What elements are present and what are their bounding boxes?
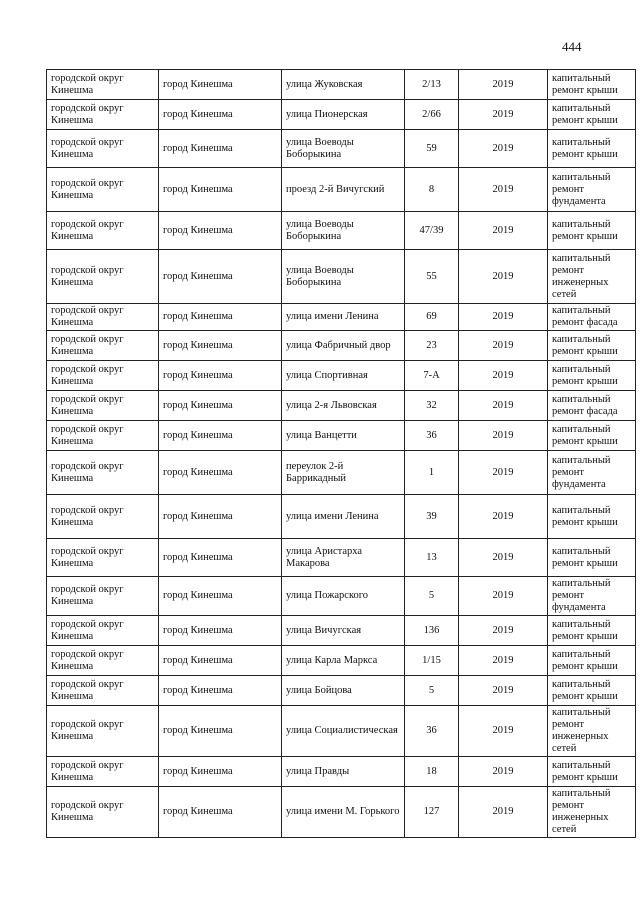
year-cell: 2019 bbox=[459, 421, 548, 451]
year-cell: 2019 bbox=[459, 495, 548, 539]
house-number-cell: 39 bbox=[405, 495, 459, 539]
street-cell: проезд 2-й Вичугский bbox=[282, 168, 405, 212]
house-number-cell: 36 bbox=[405, 706, 459, 757]
house-number-cell: 55 bbox=[405, 250, 459, 304]
work-type-cell: капитальный ремонт крыши bbox=[548, 212, 636, 250]
house-number-cell: 18 bbox=[405, 757, 459, 787]
work-type-cell: капитальный ремонт крыши bbox=[548, 361, 636, 391]
year-cell: 2019 bbox=[459, 577, 548, 616]
year-cell: 2019 bbox=[459, 100, 548, 130]
city-cell: город Кинешма bbox=[159, 451, 282, 495]
table-row bbox=[47, 212, 636, 250]
city-cell: город Кинешма bbox=[159, 495, 282, 539]
table-row bbox=[47, 331, 636, 361]
district-cell: городской округ Кинешма bbox=[47, 331, 159, 361]
work-type-cell: капитальный ремонт фундамента bbox=[548, 451, 636, 495]
table-row bbox=[47, 250, 636, 304]
city-cell: город Кинешма bbox=[159, 577, 282, 616]
work-type-cell: капитальный ремонт инженерных сетей bbox=[548, 787, 636, 838]
district-cell: городской округ Кинешма bbox=[47, 676, 159, 706]
year-cell: 2019 bbox=[459, 304, 548, 331]
street-cell: переулок 2-й Баррикадный bbox=[282, 451, 405, 495]
year-cell: 2019 bbox=[459, 331, 548, 361]
district-cell: городской округ Кинешма bbox=[47, 646, 159, 676]
table-row bbox=[47, 787, 636, 838]
year-cell: 2019 bbox=[459, 757, 548, 787]
work-type-cell: капитальный ремонт крыши bbox=[548, 100, 636, 130]
table-row bbox=[47, 676, 636, 706]
table-row bbox=[47, 304, 636, 331]
street-cell: улица Карла Маркса bbox=[282, 646, 405, 676]
work-type-cell: капитальный ремонт фасада bbox=[548, 304, 636, 331]
city-cell: город Кинешма bbox=[159, 250, 282, 304]
district-cell: городской округ Кинешма bbox=[47, 391, 159, 421]
city-cell: город Кинешма bbox=[159, 539, 282, 577]
year-cell: 2019 bbox=[459, 676, 548, 706]
district-cell: городской округ Кинешма bbox=[47, 70, 159, 100]
street-cell: улица Вичугская bbox=[282, 616, 405, 646]
street-cell: улица Бойцова bbox=[282, 676, 405, 706]
repair-schedule-table bbox=[46, 69, 636, 838]
city-cell: город Кинешма bbox=[159, 130, 282, 168]
house-number-cell: 59 bbox=[405, 130, 459, 168]
city-cell: город Кинешма bbox=[159, 616, 282, 646]
city-cell: город Кинешма bbox=[159, 212, 282, 250]
street-cell: улица Ванцетти bbox=[282, 421, 405, 451]
district-cell: городской округ Кинешма bbox=[47, 495, 159, 539]
work-type-cell: капитальный ремонт крыши bbox=[548, 676, 636, 706]
year-cell: 2019 bbox=[459, 706, 548, 757]
work-type-cell: капитальный ремонт крыши bbox=[548, 616, 636, 646]
house-number-cell: 2/66 bbox=[405, 100, 459, 130]
house-number-cell: 2/13 bbox=[405, 70, 459, 100]
work-type-cell: капитальный ремонт фундамента bbox=[548, 168, 636, 212]
city-cell: город Кинешма bbox=[159, 757, 282, 787]
house-number-cell: 23 bbox=[405, 331, 459, 361]
work-type-cell: капитальный ремонт фасада bbox=[548, 391, 636, 421]
street-cell: улица 2-я Львовская bbox=[282, 391, 405, 421]
work-type-cell: капитальный ремонт крыши bbox=[548, 130, 636, 168]
house-number-cell: 69 bbox=[405, 304, 459, 331]
work-type-cell: капитальный ремонт крыши bbox=[548, 757, 636, 787]
year-cell: 2019 bbox=[459, 212, 548, 250]
district-cell: городской округ Кинешма bbox=[47, 100, 159, 130]
city-cell: город Кинешма bbox=[159, 304, 282, 331]
work-type-cell: капитальный ремонт крыши bbox=[548, 421, 636, 451]
work-type-cell: капитальный ремонт крыши bbox=[548, 495, 636, 539]
table-row bbox=[47, 616, 636, 646]
table-row bbox=[47, 495, 636, 539]
street-cell: улица Правды bbox=[282, 757, 405, 787]
work-type-cell: капитальный ремонт крыши bbox=[548, 331, 636, 361]
street-cell: улица Спортивная bbox=[282, 361, 405, 391]
district-cell: городской округ Кинешма bbox=[47, 250, 159, 304]
district-cell: городской округ Кинешма bbox=[47, 616, 159, 646]
house-number-cell: 5 bbox=[405, 676, 459, 706]
city-cell: город Кинешма bbox=[159, 676, 282, 706]
work-type-cell: капитальный ремонт инженерных сетей bbox=[548, 706, 636, 757]
year-cell: 2019 bbox=[459, 787, 548, 838]
city-cell: город Кинешма bbox=[159, 331, 282, 361]
street-cell: улица Воеводы Боборыкина bbox=[282, 130, 405, 168]
table-row bbox=[47, 451, 636, 495]
table-row bbox=[47, 391, 636, 421]
district-cell: городской округ Кинешма bbox=[47, 168, 159, 212]
year-cell: 2019 bbox=[459, 539, 548, 577]
table-row bbox=[47, 757, 636, 787]
work-type-cell: капитальный ремонт крыши bbox=[548, 646, 636, 676]
year-cell: 2019 bbox=[459, 616, 548, 646]
district-cell: городской округ Кинешма bbox=[47, 787, 159, 838]
district-cell: городской округ Кинешма bbox=[47, 361, 159, 391]
year-cell: 2019 bbox=[459, 250, 548, 304]
house-number-cell: 47/39 bbox=[405, 212, 459, 250]
house-number-cell: 1/15 bbox=[405, 646, 459, 676]
work-type-cell: капитальный ремонт крыши bbox=[548, 70, 636, 100]
district-cell: городской округ Кинешма bbox=[47, 706, 159, 757]
street-cell: улица Социалистическая bbox=[282, 706, 405, 757]
page-number: 444 bbox=[562, 39, 582, 54]
house-number-cell: 13 bbox=[405, 539, 459, 577]
year-cell: 2019 bbox=[459, 70, 548, 100]
table-row bbox=[47, 70, 636, 100]
table-row bbox=[47, 168, 636, 212]
district-cell: городской округ Кинешма bbox=[47, 304, 159, 331]
work-type-cell: капитальный ремонт крыши bbox=[548, 539, 636, 577]
city-cell: город Кинешма bbox=[159, 70, 282, 100]
year-cell: 2019 bbox=[459, 361, 548, 391]
table-row bbox=[47, 577, 636, 616]
work-type-cell: капитальный ремонт фундамента bbox=[548, 577, 636, 616]
street-cell: улица Жуковская bbox=[282, 70, 405, 100]
table-row bbox=[47, 130, 636, 168]
district-cell: городской округ Кинешма bbox=[47, 577, 159, 616]
table-row bbox=[47, 539, 636, 577]
city-cell: город Кинешма bbox=[159, 391, 282, 421]
street-cell: улица Аристарха Макарова bbox=[282, 539, 405, 577]
city-cell: город Кинешма bbox=[159, 100, 282, 130]
table-row bbox=[47, 646, 636, 676]
year-cell: 2019 bbox=[459, 646, 548, 676]
district-cell: городской округ Кинешма bbox=[47, 421, 159, 451]
house-number-cell: 136 bbox=[405, 616, 459, 646]
city-cell: город Кинешма bbox=[159, 421, 282, 451]
street-cell: улица Фабричный двор bbox=[282, 331, 405, 361]
house-number-cell: 127 bbox=[405, 787, 459, 838]
year-cell: 2019 bbox=[459, 451, 548, 495]
house-number-cell: 7-А bbox=[405, 361, 459, 391]
city-cell: город Кинешма bbox=[159, 706, 282, 757]
street-cell: улица имени Ленина bbox=[282, 304, 405, 331]
table-row bbox=[47, 421, 636, 451]
city-cell: город Кинешма bbox=[159, 168, 282, 212]
city-cell: город Кинешма bbox=[159, 787, 282, 838]
street-cell: улица Воеводы Боборыкина bbox=[282, 212, 405, 250]
district-cell: городской округ Кинешма bbox=[47, 757, 159, 787]
street-cell: улица Воеводы Боборыкина bbox=[282, 250, 405, 304]
year-cell: 2019 bbox=[459, 130, 548, 168]
district-cell: городской округ Кинешма bbox=[47, 130, 159, 168]
street-cell: улица имени М. Горького bbox=[282, 787, 405, 838]
street-cell: улица имени Ленина bbox=[282, 495, 405, 539]
district-cell: городской округ Кинешма bbox=[47, 539, 159, 577]
table-body bbox=[47, 70, 636, 838]
year-cell: 2019 bbox=[459, 168, 548, 212]
district-cell: городской округ Кинешма bbox=[47, 451, 159, 495]
house-number-cell: 8 bbox=[405, 168, 459, 212]
work-type-cell: капитальный ремонт инженерных сетей bbox=[548, 250, 636, 304]
house-number-cell: 36 bbox=[405, 421, 459, 451]
street-cell: улица Пожарского bbox=[282, 577, 405, 616]
district-cell: городской округ Кинешма bbox=[47, 212, 159, 250]
table-row bbox=[47, 361, 636, 391]
house-number-cell: 5 bbox=[405, 577, 459, 616]
city-cell: город Кинешма bbox=[159, 646, 282, 676]
house-number-cell: 32 bbox=[405, 391, 459, 421]
street-cell: улица Пионерская bbox=[282, 100, 405, 130]
year-cell: 2019 bbox=[459, 391, 548, 421]
table-row bbox=[47, 100, 636, 130]
house-number-cell: 1 bbox=[405, 451, 459, 495]
table-row bbox=[47, 706, 636, 757]
city-cell: город Кинешма bbox=[159, 361, 282, 391]
